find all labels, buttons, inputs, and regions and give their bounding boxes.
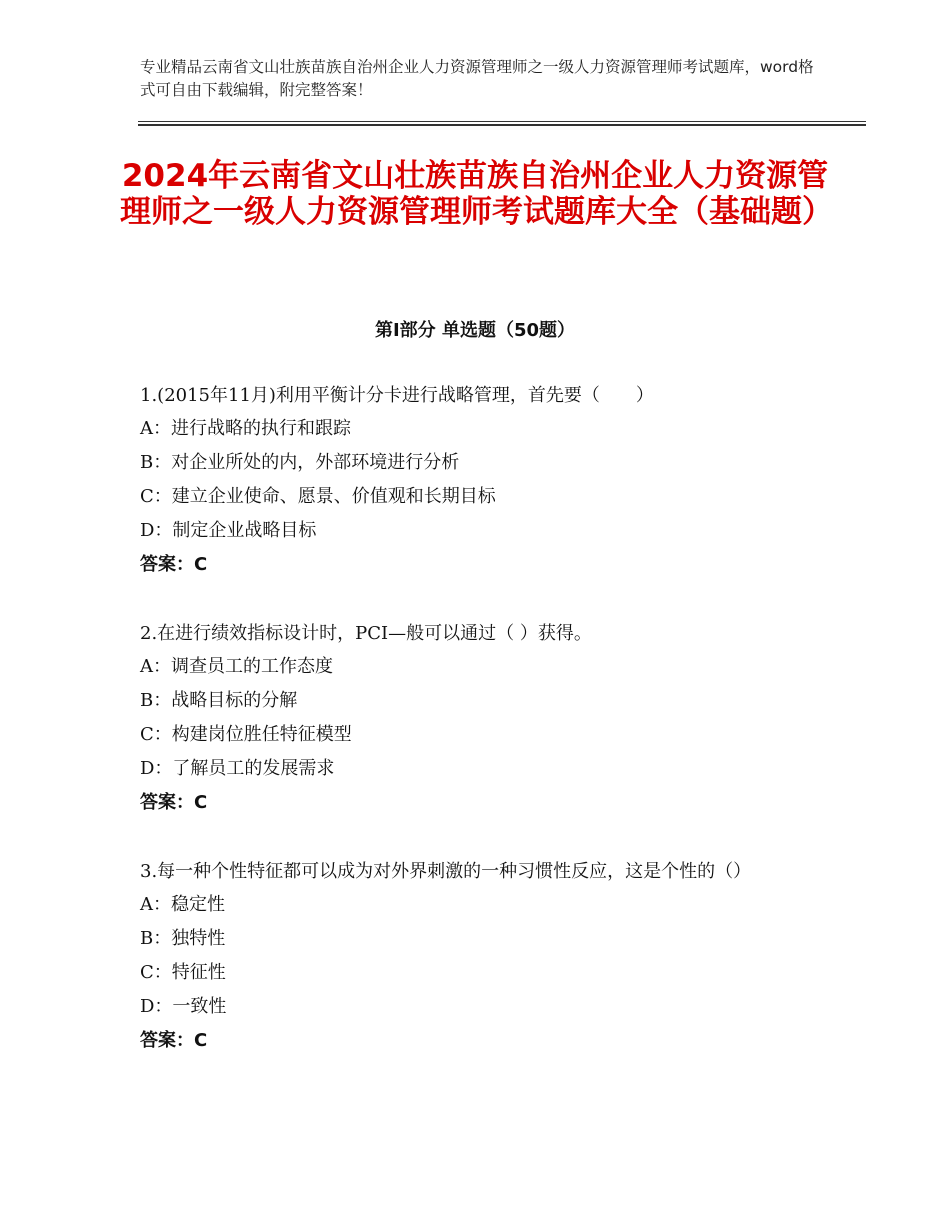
- option-d: D：制定企业战略目标: [140, 520, 317, 541]
- option-a: A：调查员工的工作态度: [140, 656, 333, 677]
- section-heading: 第Ⅰ部分 单选题（50题）: [374, 320, 575, 341]
- header-note: 专业精品云南省文山壮族苗族自治州企业人力资源管理师之一级人力资源管理师考试题库，word格式可自由下载编辑，附完整答案！: [140, 58, 814, 99]
- answer-line: 答案：C: [140, 554, 208, 575]
- option-b: B：战略目标的分解: [140, 690, 298, 711]
- option-d: D：一致性: [140, 996, 227, 1017]
- option-c: C：特征性: [140, 962, 226, 983]
- answer-line: 答案：C: [140, 792, 208, 813]
- option-c: C：建立企业使命、愿景、价值观和长期目标: [140, 486, 496, 507]
- question-1: [140, 380, 820, 582]
- option-c: C：构建岗位胜任特征模型: [140, 724, 352, 745]
- question-2: [140, 618, 820, 820]
- option-a: A：进行战略的执行和跟踪: [140, 418, 351, 439]
- question-3: [140, 856, 820, 1058]
- answer-line: 答案：C: [140, 1030, 208, 1051]
- question-stem: 3.每一种个性特征都可以成为对外界刺激的一种习惯性反应，这是个性的（）: [140, 861, 752, 882]
- question-list: [140, 380, 820, 1058]
- option-d: D：了解员工的发展需求: [140, 758, 335, 779]
- question-spacer: [140, 582, 820, 618]
- option-b: B：对企业所处的内，外部环境进行分析: [140, 452, 460, 473]
- document-title: 2024年云南省文山壮族苗族自治州企业人力资源管理师之一级人力资源管理师考试题库大全（基础题）: [120, 158, 833, 230]
- question-stem: 1.(2015年11月)利用平衡计分卡进行战略管理，首先要（ ）: [140, 385, 654, 406]
- header-divider-thin: [138, 121, 866, 122]
- option-b: B：独特性: [140, 928, 226, 949]
- question-spacer: [140, 820, 820, 856]
- header-divider-thick: [138, 124, 866, 126]
- question-stem: 2.在进行绩效指标设计时，PCI—般可以通过（ ）获得。: [140, 623, 592, 644]
- option-a: A：稳定性: [140, 894, 225, 915]
